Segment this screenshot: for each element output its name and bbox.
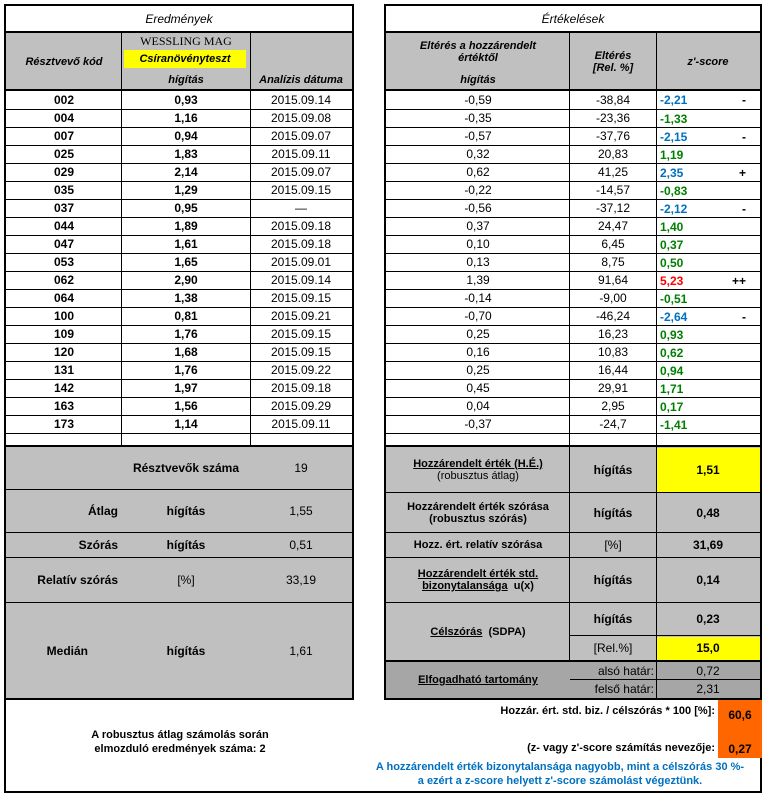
assigned-sd-label: Hozzárendelt érték szórása (robusztus szórás) bbox=[407, 500, 549, 525]
relative-deviation-value: 16,23 bbox=[570, 325, 656, 343]
participant-code: 109 bbox=[6, 325, 122, 343]
participant-code: 053 bbox=[6, 253, 122, 271]
table-row bbox=[386, 307, 760, 325]
table-row bbox=[386, 235, 760, 253]
analysis-date: 2015.09.08 bbox=[250, 109, 352, 127]
participant-code: 037 bbox=[6, 199, 122, 217]
table-row bbox=[386, 415, 760, 433]
deviation-value: 0,62 bbox=[386, 163, 570, 181]
table-row bbox=[6, 271, 352, 289]
sd-label: Szórás bbox=[78, 538, 118, 552]
target-rel-value: 15,0 bbox=[696, 641, 720, 655]
deviation-value: 0,32 bbox=[386, 145, 570, 163]
result-value: 0,94 bbox=[122, 127, 250, 145]
table-row bbox=[6, 307, 352, 325]
rsd-label: Relatív szórás bbox=[37, 573, 118, 587]
z-score-flag: + bbox=[738, 165, 746, 180]
result-value: 1,61 bbox=[122, 235, 250, 253]
table-row bbox=[386, 343, 760, 361]
z-score-value: -0,51 bbox=[660, 291, 688, 306]
result-value: 2,90 bbox=[122, 271, 250, 289]
result-value: 1,89 bbox=[122, 217, 250, 235]
evaluation-table bbox=[386, 91, 760, 434]
ratio-label: Hozzár. ért. std. biz. / célszórás * 100 [%]: bbox=[500, 705, 715, 717]
analysis-date: 2015.09.29 bbox=[250, 397, 352, 415]
sd-value: 0,51 bbox=[289, 538, 313, 552]
participant-code: 007 bbox=[6, 127, 122, 145]
participant-code: 029 bbox=[6, 163, 122, 181]
range-label: Elfogadható tartomány bbox=[418, 674, 538, 686]
analysis-date: 2015.09.15 bbox=[250, 289, 352, 307]
z-score-flag: - bbox=[742, 93, 746, 107]
relative-deviation-value: 41,25 bbox=[570, 163, 656, 181]
z-score-value: 1,71 bbox=[660, 381, 684, 396]
table-row bbox=[6, 217, 352, 235]
table-row bbox=[6, 163, 352, 181]
col-z-score: z'-score bbox=[687, 55, 729, 68]
result-value: 0,93 bbox=[122, 91, 250, 109]
table-row bbox=[6, 253, 352, 271]
target-sd-unit: hígítás bbox=[593, 612, 633, 626]
table-row bbox=[6, 127, 352, 145]
table-row bbox=[386, 361, 760, 379]
deviation-value: -0,70 bbox=[386, 307, 570, 325]
relative-deviation-value: -38,84 bbox=[570, 91, 656, 109]
table-row bbox=[386, 397, 760, 415]
robust-note: A robusztus átlag számolás során elmozduló eredmények száma: 2 bbox=[91, 729, 269, 755]
table-row bbox=[386, 109, 760, 127]
z-score-value: -1,41 bbox=[660, 417, 688, 432]
table-row bbox=[6, 199, 352, 217]
analysis-date: 2015.09.15 bbox=[250, 325, 352, 343]
assigned-value: 1,51 bbox=[696, 462, 720, 477]
z-score-flag: ++ bbox=[731, 273, 746, 288]
analysis-date: 2015.09.07 bbox=[250, 163, 352, 181]
upper-limit-label: felső határ: bbox=[594, 682, 654, 696]
table-row bbox=[386, 289, 760, 307]
col-participant-code: Résztvevő kód bbox=[25, 55, 103, 68]
z-score-value: 0,93 bbox=[660, 327, 684, 342]
uncertainty-label: Hozzárendelt érték std. bizonytalansága u(x) bbox=[417, 568, 539, 592]
deviation-value: -0,56 bbox=[386, 199, 570, 217]
analysis-date: 2015.09.22 bbox=[250, 361, 352, 379]
result-value: 1,83 bbox=[122, 145, 250, 163]
target-sd-label: Célszórás (SDPA) bbox=[430, 625, 526, 638]
participant-code: 142 bbox=[6, 379, 122, 397]
table-row bbox=[386, 199, 760, 217]
deviation-value: 1,39 bbox=[386, 271, 570, 289]
table-row bbox=[6, 361, 352, 379]
table-row bbox=[6, 415, 352, 433]
table-row bbox=[386, 91, 760, 109]
deviation-value: -0,57 bbox=[386, 127, 570, 145]
assigned-sd-unit: hígítás bbox=[593, 505, 633, 520]
relative-deviation-value: 8,75 bbox=[570, 253, 656, 271]
participant-code: 044 bbox=[6, 217, 122, 235]
table-row bbox=[6, 145, 352, 163]
relative-deviation-value: 2,95 bbox=[570, 397, 656, 415]
z-score-flag: - bbox=[742, 129, 746, 144]
result-value: 1,38 bbox=[122, 289, 250, 307]
deviation-value: -0,35 bbox=[386, 109, 570, 127]
relative-deviation-value: 16,44 bbox=[570, 361, 656, 379]
result-value: 1,56 bbox=[122, 397, 250, 415]
participants-count: 19 bbox=[294, 461, 308, 475]
table-row bbox=[6, 379, 352, 397]
relative-deviation-value: -37,76 bbox=[570, 127, 656, 145]
deviation-value: 0,25 bbox=[386, 325, 570, 343]
result-value: 0,95 bbox=[122, 199, 250, 217]
denominator-value: 0,27 bbox=[718, 729, 762, 758]
target-sd-value: 0,23 bbox=[696, 612, 720, 626]
relative-sd-unit: [%] bbox=[604, 538, 622, 552]
relative-deviation-value: -46,24 bbox=[570, 307, 656, 325]
z-score-value: 0,50 bbox=[660, 255, 684, 270]
table-row bbox=[6, 325, 352, 343]
participant-code: 002 bbox=[6, 91, 122, 109]
participant-code: 100 bbox=[6, 307, 122, 325]
table-row bbox=[386, 217, 760, 235]
relative-deviation-value: 20,83 bbox=[570, 145, 656, 163]
analysis-date: 2015.09.21 bbox=[250, 307, 352, 325]
assigned-sd-value: 0,48 bbox=[696, 505, 720, 520]
table-row bbox=[386, 181, 760, 199]
deviation-value: 0,25 bbox=[386, 361, 570, 379]
col-relative-deviation: Eltérés [Rel. %] bbox=[592, 49, 634, 74]
target-rel-unit: [Rel.%] bbox=[593, 641, 633, 655]
test-name: Csíranövényteszt bbox=[124, 50, 246, 68]
evaluation-title: Értékelések bbox=[541, 11, 605, 26]
assigned-value-label: Hozzárendelt érték (H.É.) (robusztus átlag) bbox=[413, 457, 543, 482]
relative-deviation-value: -14,57 bbox=[570, 181, 656, 199]
relative-deviation-value: 91,64 bbox=[570, 271, 656, 289]
relative-deviation-value: 6,45 bbox=[570, 235, 656, 253]
relative-deviation-value: 10,83 bbox=[570, 343, 656, 361]
analysis-date: 2015.09.18 bbox=[250, 235, 352, 253]
z-score-value: 0,17 bbox=[660, 399, 684, 414]
result-value: 1,76 bbox=[122, 361, 250, 379]
col-value-unit: hígítás bbox=[168, 74, 204, 86]
results-table bbox=[6, 91, 352, 434]
mean-unit: hígítás bbox=[166, 504, 206, 518]
relative-deviation-value: -37,12 bbox=[570, 199, 656, 217]
analysis-date: 2015.09.18 bbox=[250, 379, 352, 397]
participant-code: 064 bbox=[6, 289, 122, 307]
deviation-value: -0,37 bbox=[386, 415, 570, 433]
table-row bbox=[386, 253, 760, 271]
assigned-value-unit: hígítás bbox=[593, 462, 633, 477]
table-row bbox=[386, 271, 760, 289]
deviation-value: 0,13 bbox=[386, 253, 570, 271]
analysis-date: 2015.09.11 bbox=[250, 415, 352, 433]
col-deviation-unit: hígítás bbox=[460, 74, 496, 86]
result-value: 1,29 bbox=[122, 181, 250, 199]
z-score-flag: - bbox=[742, 309, 746, 324]
relative-sd-label: Hozz. ért. relatív szórása bbox=[413, 539, 543, 551]
table-row bbox=[6, 109, 352, 127]
relative-deviation-value: 29,91 bbox=[570, 379, 656, 397]
deviation-value: 0,16 bbox=[386, 343, 570, 361]
uncertainty-unit: hígítás bbox=[593, 573, 633, 587]
results-title: Eredmények bbox=[145, 11, 213, 26]
lower-limit-value: 0,72 bbox=[696, 663, 720, 678]
result-value: 1,16 bbox=[122, 109, 250, 127]
participant-code: 035 bbox=[6, 181, 122, 199]
result-value: 1,97 bbox=[122, 379, 250, 397]
result-value: 1,76 bbox=[122, 325, 250, 343]
participant-code: 025 bbox=[6, 145, 122, 163]
median-label: Medián bbox=[46, 643, 88, 658]
relative-deviation-value: -23,36 bbox=[570, 109, 656, 127]
deviation-value: -0,14 bbox=[386, 289, 570, 307]
result-value: 0,81 bbox=[122, 307, 250, 325]
analysis-date: 2015.09.07 bbox=[250, 127, 352, 145]
analysis-date: 2015.09.01 bbox=[250, 253, 352, 271]
rsd-value: 33,19 bbox=[285, 573, 317, 587]
lab-name: WESSLING MAG bbox=[140, 33, 232, 48]
table-row bbox=[386, 127, 760, 145]
result-value: 1,68 bbox=[122, 343, 250, 361]
participant-code: 047 bbox=[6, 235, 122, 253]
z-score-value: -1,33 bbox=[660, 111, 688, 126]
table-row bbox=[386, 145, 760, 163]
result-value: 1,65 bbox=[122, 253, 250, 271]
z-score-value: 0,94 bbox=[660, 363, 684, 378]
participants-label: Résztvevők száma bbox=[132, 461, 240, 475]
z-score-value: 0,37 bbox=[660, 237, 684, 252]
table-row bbox=[386, 325, 760, 343]
table-row bbox=[6, 181, 352, 199]
z-prime-note: A hozzárendelt érték bizonytalansága nagyobb, mint a célszórás 30 %- a ezért a z-score helyett z'-score számolást végeztünk. bbox=[375, 761, 745, 787]
deviation-value: 0,45 bbox=[386, 379, 570, 397]
deviation-value: -0,22 bbox=[386, 181, 570, 199]
analysis-date: 2015.09.15 bbox=[250, 181, 352, 199]
rsd-unit: [%] bbox=[177, 573, 195, 587]
z-score-value: 0,62 bbox=[660, 345, 684, 360]
table-row bbox=[6, 343, 352, 361]
z-score-value: -0,83 bbox=[660, 183, 688, 198]
median-unit: hígítás bbox=[166, 643, 206, 658]
relative-deviation-value: -9,00 bbox=[570, 289, 656, 307]
analysis-date: 2015.09.11 bbox=[250, 145, 352, 163]
relative-deviation-value: -24,7 bbox=[570, 415, 656, 433]
z-score-flag: - bbox=[742, 201, 746, 216]
sd-unit: hígítás bbox=[166, 538, 206, 552]
analysis-date: — bbox=[250, 199, 352, 217]
deviation-value: 0,04 bbox=[386, 397, 570, 415]
analysis-date: 2015.09.14 bbox=[250, 91, 352, 109]
z-score-value: -2,64 bbox=[660, 309, 688, 324]
uncertainty-value: 0,14 bbox=[696, 573, 720, 587]
z-score-value: 5,23 bbox=[660, 273, 684, 288]
table-row bbox=[6, 289, 352, 307]
relative-deviation-value: 24,47 bbox=[570, 217, 656, 235]
col-deviation: Eltérés a hozzárendelt értéktől bbox=[419, 39, 537, 64]
col-analysis-date: Analízis dátuma bbox=[259, 74, 343, 86]
analysis-date: 2015.09.14 bbox=[250, 271, 352, 289]
z-score-value: 1,40 bbox=[660, 219, 684, 234]
table-row bbox=[386, 379, 760, 397]
z-score-value: -2,12 bbox=[660, 201, 688, 216]
mean-label: Átlag bbox=[88, 504, 118, 518]
deviation-value: 0,10 bbox=[386, 235, 570, 253]
deviation-value: 0,37 bbox=[386, 217, 570, 235]
table-row bbox=[6, 235, 352, 253]
z-score-value: -2,15 bbox=[660, 129, 688, 144]
participant-code: 163 bbox=[6, 397, 122, 415]
z-score-value: 1,19 bbox=[660, 147, 684, 162]
table-row bbox=[386, 163, 760, 181]
result-value: 1,14 bbox=[122, 415, 250, 433]
participant-code: 131 bbox=[6, 361, 122, 379]
table-row bbox=[6, 91, 352, 109]
participant-code: 004 bbox=[6, 109, 122, 127]
analysis-date: 2015.09.15 bbox=[250, 343, 352, 361]
upper-limit-value: 2,31 bbox=[696, 682, 720, 696]
deviation-value: -0,59 bbox=[386, 91, 570, 109]
z-score-value: 2,35 bbox=[660, 165, 684, 180]
participant-code: 173 bbox=[6, 415, 122, 433]
result-value: 2,14 bbox=[122, 163, 250, 181]
denominator-label: (z- vagy z'-score számítás nevezője: bbox=[527, 742, 715, 754]
z-score-value: -2,21 bbox=[660, 93, 688, 107]
mean-value: 1,55 bbox=[289, 504, 313, 518]
median-value: 1,61 bbox=[289, 643, 313, 658]
participant-code: 062 bbox=[6, 271, 122, 289]
analysis-date: 2015.09.18 bbox=[250, 217, 352, 235]
participant-code: 120 bbox=[6, 343, 122, 361]
table-row bbox=[6, 397, 352, 415]
lower-limit-label: alsó határ: bbox=[597, 663, 654, 678]
ratio-value: 60,6 bbox=[718, 700, 762, 729]
relative-sd-value: 31,69 bbox=[692, 538, 724, 552]
